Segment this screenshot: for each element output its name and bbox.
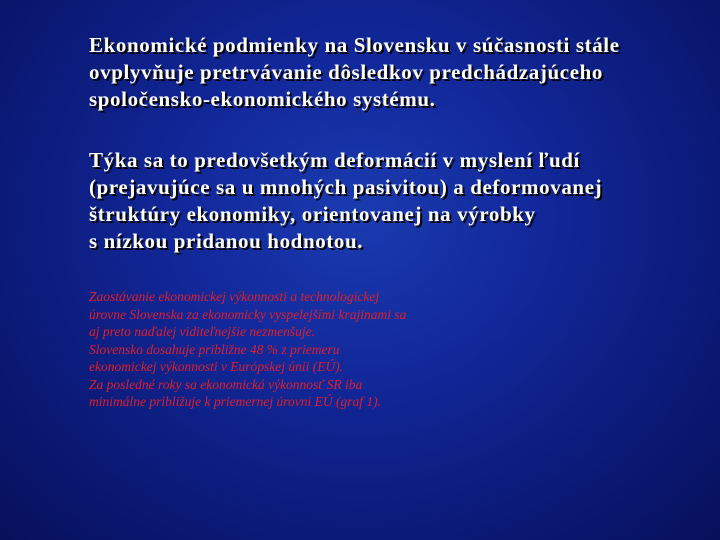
main-paragraph-economic-conditions: Ekonomické podmienky na Slovensku v súčasnosti stále ovplyvňuje pretrvávanie dôsledkov predchádzajúceho spoločensko-ekonomického systému. <box>89 33 620 111</box>
main-paragraph-deformations: Týka sa to predovšetkým deformácií v myslení ľudí (prejavujúce sa u mnohých pasivitou) a deformovanej štruktúry ekonomiky, orientovanej na výrobky s nízkou pridanou hodnotou. <box>89 148 603 253</box>
note-economic-performance: Zaostávanie ekonomickej výkonnosti a technologickej úrovne Slovenska za ekonomicky vyspelejšími krajinami sa aj preto naďalej viditeľnejšie nezmenšuje. Slovensko dosahuje približne 48 % z priemeru ekonomickej výkonnosti v Európskej únii (EÚ). Za posledné roky sa ekonomická výkonnosť SR iba minimálne približuje k priemernej úrovni EÚ (graf 1). <box>89 289 407 409</box>
